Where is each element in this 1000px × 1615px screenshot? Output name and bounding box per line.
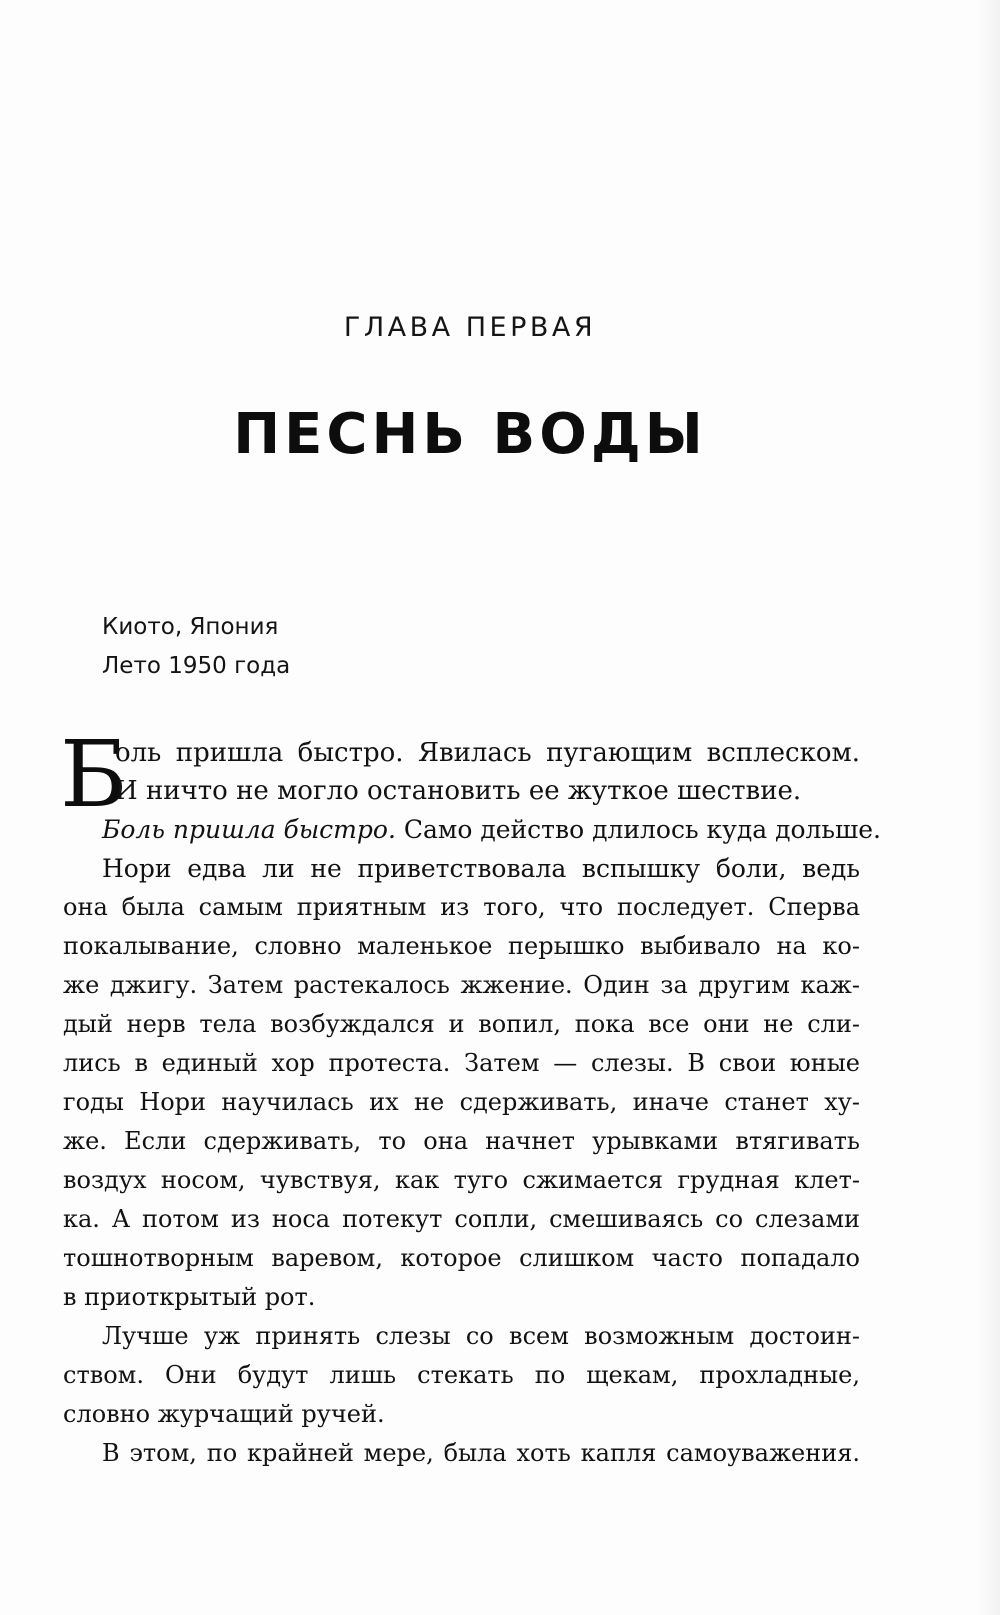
text-line: оль пришла быстро. Явилась пугающим всплеском. xyxy=(115,738,860,768)
text-line: ством. Они будут лишь стекать по щекам, прохладные, xyxy=(63,1361,860,1389)
text-line: дый нерв тела возбуждался и вопил, пока все они не сли- xyxy=(63,1010,860,1038)
text-line: словно журчащий ручей. xyxy=(63,1400,385,1428)
text-line: покалывание, словно маленькое перышко выбивало на ко- xyxy=(63,932,860,960)
chapter-title: ПЕСНЬ ВОДЫ xyxy=(233,402,707,467)
text-line: тошнотворным варевом, которое слишком часто попадало xyxy=(63,1244,860,1272)
text-line: Лучше уж принять слезы со всем возможным достоин- xyxy=(102,1322,860,1350)
text-line: годы Нори научилась их не сдерживать, иначе станет ху- xyxy=(63,1088,860,1116)
text-line: она была самым приятным из того, что последует. Сперва xyxy=(63,893,860,921)
text-line: ка. А потом из носа потекут сопли, смешиваясь со слезами xyxy=(63,1205,860,1233)
drop-cap: Б xyxy=(60,721,128,828)
text-line: лись в единый хор протеста. Затем — слезы. В свои юные xyxy=(63,1049,860,1077)
text-line xyxy=(102,815,881,844)
italic-phrase: Боль пришла быстро. xyxy=(102,815,396,844)
text-fragment: Само действо длилось куда дольше. xyxy=(395,815,881,844)
location-date: Лето 1950 года xyxy=(102,653,291,679)
page-edge xyxy=(978,0,1000,1615)
location-place: Киото, Япония xyxy=(102,614,279,640)
location-block xyxy=(102,608,290,686)
chapter-label: ГЛАВА ПЕРВАЯ xyxy=(343,312,597,343)
text-line: И ничто не могло остановить ее жуткое шествие. xyxy=(115,776,802,806)
text-line: же джигу. Затем растекалось жжение. Один за другим каж- xyxy=(63,971,860,999)
text-line: же. Если сдерживать, то она начнет урывками втягивать xyxy=(63,1127,860,1155)
text-line: В этом, по крайней мере, была хоть капля самоуважения. xyxy=(102,1439,860,1467)
text-line: Нори едва ли не приветствовала вспышку боли, ведь xyxy=(102,854,860,883)
text-line: воздух носом, чувствуя, как туго сжимается грудная клет- xyxy=(63,1166,860,1194)
text-line: в приоткрытый рот. xyxy=(63,1283,316,1311)
